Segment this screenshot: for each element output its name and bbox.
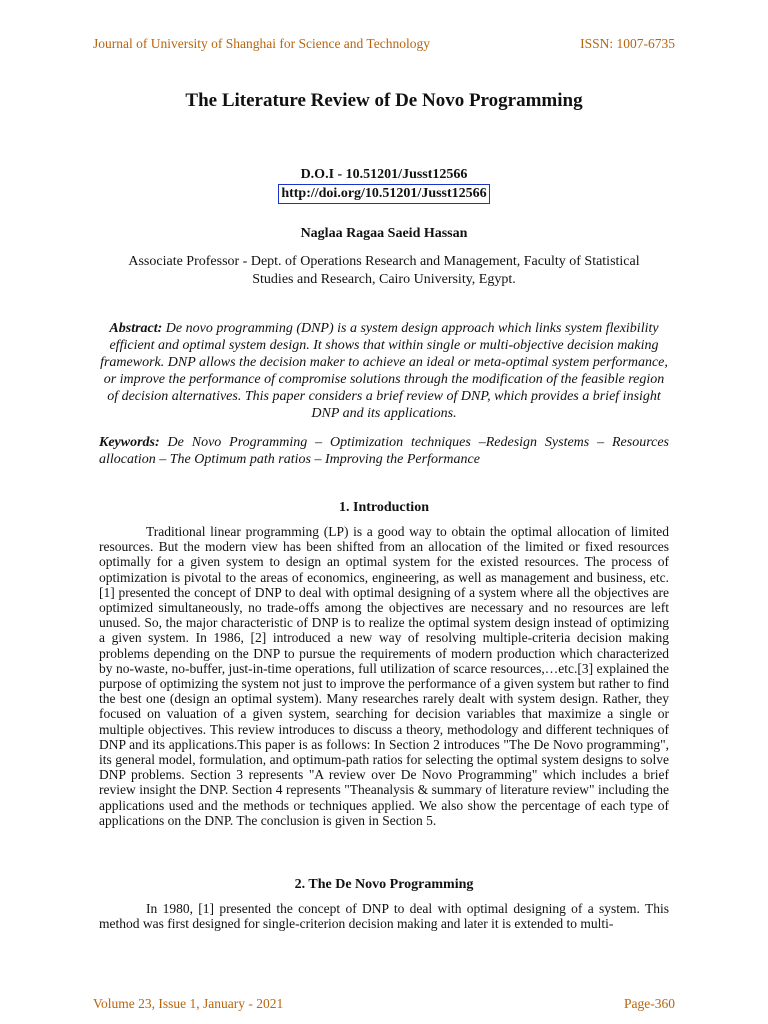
abstract-label: Abstract: [109, 321, 163, 336]
doi-label: D.O.I - 10.51201/Jusst12566 [300, 167, 468, 182]
abstract-text: De novo programming (DNP) is a system design approach which links system flexibility efficient and optimal system design. It shows that within single or multi-objective decision making framework. DNP allows the decision maker to achieve an ideal or meta-optimal system performance, or improve the performance of compromise solutions through the modification of the feasible region of decision alternatives. This paper considers a brief review of DNP, which provides a brief insight DNP and its applications. [100, 321, 668, 421]
page-number: Page-360 [624, 996, 675, 1011]
abstract [99, 320, 669, 422]
keywords-label: Keywords: [99, 435, 160, 450]
page-header [93, 36, 675, 52]
section-body-introduction [99, 524, 669, 828]
keywords-text: De Novo Programming – Optimization techniques –Redesign Systems – Resources allocation – The Optimum path ratios – Improving the Performance [99, 435, 669, 467]
journal-name: Journal of University of Shanghai for Science and Technology [93, 36, 430, 51]
paragraph: In 1980, [1] presented the concept of DNP to deal with optimal designing of a system. This method was first designed for single-criterion decision making and later it is extended to multi- [99, 901, 669, 932]
section-body-de-novo [99, 901, 669, 931]
section-heading-introduction: 1. Introduction [339, 500, 429, 515]
author-affiliation: Associate Professor - Dept. of Operations Research and Management, Faculty of Statistical Studies and Research, Cairo University, Egypt. [128, 254, 640, 287]
paragraph: Traditional linear programming (LP) is a good way to obtain the optimal allocation of limited resources. But the modern view has been shifted from an allocation of the limited or fixed resources optimally for a given system to design an optimal system for the existed resources. The process of optimization is pivotal to the areas of economics, engineering, as well as management and business, etc. [1] presented the concept of DNP to deal with optimal designing of a system where all the objectives are optimized simultaneously, no trade-offs among the objectives are necessary and no resources are left unused. So, the major characteristic of DNP is to realize the optimal system design instead of optimizing a given system. In 1986, [2] introduced a new way of resolving multiple-criteria decision making problems depending on the DNP to pursue the requirements of modern production which characterized by no-waste, no-buffer, just-in-time operations, full utilization of scarce resources,…etc.[3] explained the purpose of optimizing the system not just to improve the performance of a given system but rather to find the best one (design an optimal system). Many researches rarely dealt with system design. Rather, they focused on valuation of a given system, searching for decision variables that maximize a single or multiple objectives. This review introduces to discuss a theory, methodology and different techniques of DNP and its applications.This paper is as follows: In Section 2 introduces "The De Novo programming", its general model, formulation, and optimum-path ratios for selecting the optimal system designs to solve DNP problems. Section 3 represents "A review over De Novo Programming" which includes a brief review insight the DNP. Section 4 represents "Theanalysis & summary of literature review" including the applications used and the methods or techniques applied. We also show the percentage of each type of applications on the DNP. The conclusion is given in Section 5. [99, 524, 669, 828]
page-footer [93, 996, 675, 1012]
volume-info: Volume 23, Issue 1, January - 2021 [93, 996, 284, 1011]
section-heading-de-novo: 2. The De Novo Programming [294, 877, 474, 892]
author-name: Naglaa Ragaa Saeid Hassan [300, 226, 468, 241]
doi-link[interactable]: http://doi.org/10.51201/Jusst12566 [278, 184, 489, 204]
keywords [99, 434, 669, 468]
doi-block [0, 166, 768, 204]
paper-title: The Literature Review of De Novo Programming [185, 90, 583, 111]
issn: ISSN: 1007-6735 [580, 36, 675, 51]
